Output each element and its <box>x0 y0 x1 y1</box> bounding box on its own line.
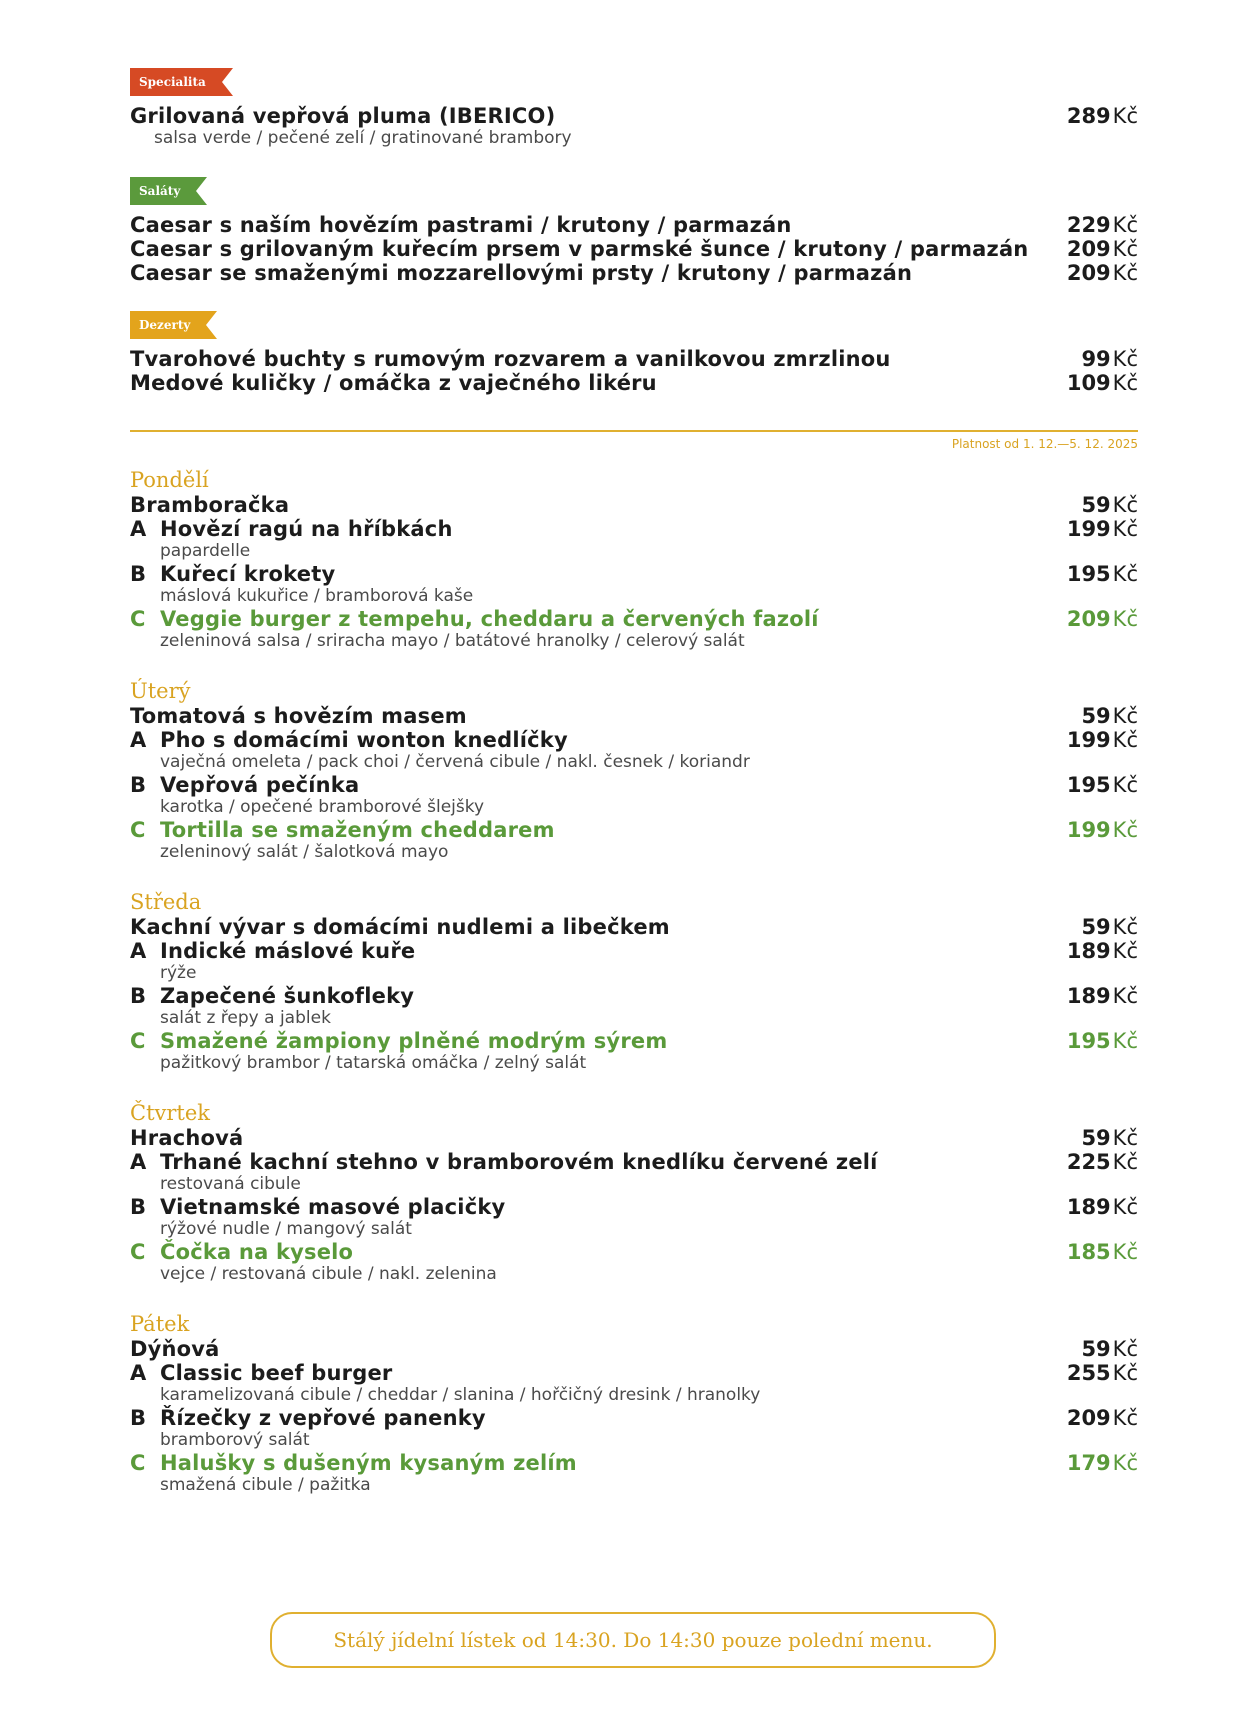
day-block <box>130 678 1138 889</box>
day-title: Čtvrtek <box>130 1101 211 1125</box>
soup-name: Hrachová <box>130 1126 244 1150</box>
meal-name: Vietnamské masové placičky <box>160 1195 506 1219</box>
menu-item: Caesar s naším hovězím pastrami / krutony / parmazán 229Kč <box>130 213 1138 237</box>
meal-item <box>130 517 1138 562</box>
meal-name: Veggie burger z tempehu, cheddaru a červených fazolí <box>160 607 819 631</box>
meal-letter: B <box>130 1195 147 1219</box>
meal-letter: B <box>130 984 147 1008</box>
meal-description: salát z řepy a jablek <box>160 1008 331 1028</box>
meal-item <box>130 1150 1138 1195</box>
soup-row <box>130 1126 1138 1150</box>
salaty-tag: Saláty <box>130 177 194 205</box>
day-title: Pátek <box>130 1312 190 1336</box>
meal-item <box>130 607 1138 652</box>
meal-description: máslová kukuřice / bramborová kaše <box>160 586 474 606</box>
price: 59Kč <box>1081 915 1138 939</box>
specialita-tag: Specialita <box>130 68 220 96</box>
day-title: Pondělí <box>130 468 209 492</box>
price: 189Kč <box>1066 939 1138 963</box>
validity-note: Platnost od 1. 12.—5. 12. 2025 <box>951 437 1138 451</box>
meal-description: rýžové nudle / mangový salát <box>160 1219 412 1239</box>
meal-item <box>130 562 1138 607</box>
price: 99Kč <box>1081 347 1138 371</box>
soup-name: Kachní vývar s domácími nudlemi a libečkem <box>130 915 670 939</box>
meal-letter: A <box>130 1361 147 1385</box>
soup-name: Bramboračka <box>130 493 290 517</box>
day-title: Středa <box>130 890 202 914</box>
meal-description: restovaná cibule <box>160 1174 301 1194</box>
day-block <box>130 889 1138 1100</box>
price: 185Kč <box>1066 1240 1138 1264</box>
dezerty-tag: Dezerty <box>130 311 204 339</box>
meal-name: Vepřová pečínka <box>160 773 360 797</box>
meal-item <box>130 1029 1138 1074</box>
meal-letter: A <box>130 728 147 752</box>
meal-description: vaječná omeleta / pack choi / červená cibule / nakl. česnek / koriandr <box>160 752 750 772</box>
meal-description: vejce / restovaná cibule / nakl. zelenina <box>160 1264 497 1284</box>
day-block <box>130 1311 1138 1522</box>
soup-name: Tomatová s hovězím masem <box>130 704 467 728</box>
price: 225Kč <box>1066 1150 1138 1174</box>
price: 59Kč <box>1081 1337 1138 1361</box>
price: 195Kč <box>1066 562 1138 586</box>
meal-description: zeleninová salsa / sriracha mayo / batátové hranolky / celerový salát <box>160 631 745 651</box>
daily-menu <box>130 467 1138 1522</box>
meal-name: Hovězí ragú na hříbkách <box>160 517 453 541</box>
meal-letter: B <box>130 562 147 586</box>
meal-item <box>130 1195 1138 1240</box>
meal-description: bramborový salát <box>160 1430 310 1450</box>
soup-name: Dýňová <box>130 1337 220 1361</box>
meal-letter: C <box>130 1029 146 1053</box>
section-divider <box>130 430 1138 432</box>
meal-description: karamelizovaná cibule / cheddar / slanina / hořčičný dresink / hranolky <box>160 1385 761 1405</box>
meal-description: rýže <box>160 963 197 983</box>
meal-item <box>130 728 1138 773</box>
meal-description: zeleninový salát / šalotková mayo <box>160 842 449 862</box>
meal-name: Smažené žampiony plněné modrým sýrem <box>160 1029 668 1053</box>
meal-item <box>130 818 1138 863</box>
tag-notch-icon <box>203 311 217 339</box>
price: 199Kč <box>1066 517 1138 541</box>
menu-item: Grilovaná vepřová pluma (IBERICO) 289Kč <box>130 104 1138 128</box>
meal-description: karotka / opečené bramborové šlejšky <box>160 797 485 817</box>
meal-letter: C <box>130 818 146 842</box>
meal-name: Indické máslové kuře <box>160 939 416 963</box>
meal-letter: A <box>130 517 147 541</box>
menu-item: Caesar se smaženými mozzarellovými prsty / krutony / parmazán 209Kč <box>130 261 1138 285</box>
item-description: salsa verde / pečené zelí / gratinované brambory <box>154 128 572 148</box>
soup-row <box>130 704 1138 728</box>
price: 195Kč <box>1066 773 1138 797</box>
meal-name: Čočka na kyselo <box>160 1240 354 1264</box>
dezerty-section <box>130 311 1138 395</box>
price: 255Kč <box>1066 1361 1138 1385</box>
price: 189Kč <box>1066 984 1138 1008</box>
price: 229Kč <box>1066 213 1138 237</box>
tag-notch-icon <box>219 68 233 96</box>
price: 189Kč <box>1066 1195 1138 1219</box>
meal-letter: A <box>130 1150 147 1174</box>
meal-item <box>130 773 1138 818</box>
price: 199Kč <box>1066 818 1138 842</box>
price: 209Kč <box>1066 261 1138 285</box>
meal-letter: C <box>130 1240 146 1264</box>
meal-item <box>130 1240 1138 1285</box>
meal-item <box>130 939 1138 984</box>
meal-name: Řízečky z vepřové panenky <box>160 1406 486 1430</box>
menu-item: Medové kuličky / omáčka z vaječného likéru 109Kč <box>130 371 1138 395</box>
day-title: Úterý <box>130 679 191 703</box>
meal-name: Zapečené šunkofleky <box>160 984 415 1008</box>
price: 199Kč <box>1066 728 1138 752</box>
day-block <box>130 467 1138 678</box>
price: 289Kč <box>1066 104 1138 128</box>
meal-letter: C <box>130 1451 146 1475</box>
meal-name: Kuřecí krokety <box>160 562 336 586</box>
meal-letter: B <box>130 1406 147 1430</box>
menu-item: Tvarohové buchty s rumovým rozvarem a vanilkovou zmrzlinou 99Kč <box>130 347 1138 371</box>
meal-name: Classic beef burger <box>160 1361 393 1385</box>
tag-notch-icon <box>193 177 207 205</box>
meal-item <box>130 1406 1138 1451</box>
price: 209Kč <box>1066 1406 1138 1430</box>
footer-note: Stálý jídelní lístek od 14:30. Do 14:30 pouze polední menu. <box>270 1612 996 1668</box>
soup-row <box>130 915 1138 939</box>
meal-item <box>130 1361 1138 1406</box>
meal-description: papardelle <box>160 541 251 561</box>
soup-row <box>130 493 1138 517</box>
meal-item <box>130 984 1138 1029</box>
price: 195Kč <box>1066 1029 1138 1053</box>
price: 179Kč <box>1066 1451 1138 1475</box>
meal-letter: A <box>130 939 147 963</box>
price: 59Kč <box>1081 1126 1138 1150</box>
meal-item <box>130 1451 1138 1496</box>
price: 59Kč <box>1081 704 1138 728</box>
soup-row <box>130 1337 1138 1361</box>
meal-letter: C <box>130 607 146 631</box>
meal-description: pažitkový brambor / tatarská omáčka / zelný salát <box>160 1053 587 1073</box>
meal-name: Trhané kachní stehno v bramborovém knedlíku červené zelí <box>160 1150 878 1174</box>
price: 209Kč <box>1066 237 1138 261</box>
meal-name: Tortilla se smaženým cheddarem <box>160 818 555 842</box>
meal-name: Pho s domácími wonton knedlíčky <box>160 728 568 752</box>
day-block <box>130 1100 1138 1311</box>
meal-description: smažená cibule / pažitka <box>160 1475 371 1495</box>
menu-item: Caesar s grilovaným kuřecím prsem v parmské šunce / krutony / parmazán 209Kč <box>130 237 1138 261</box>
price: 209Kč <box>1066 607 1138 631</box>
price: 59Kč <box>1081 493 1138 517</box>
meal-letter: B <box>130 773 147 797</box>
meal-name: Halušky s dušeným kysaným zelím <box>160 1451 577 1475</box>
price: 109Kč <box>1066 371 1138 395</box>
specialita-section <box>130 68 1138 149</box>
salaty-section <box>130 177 1138 285</box>
